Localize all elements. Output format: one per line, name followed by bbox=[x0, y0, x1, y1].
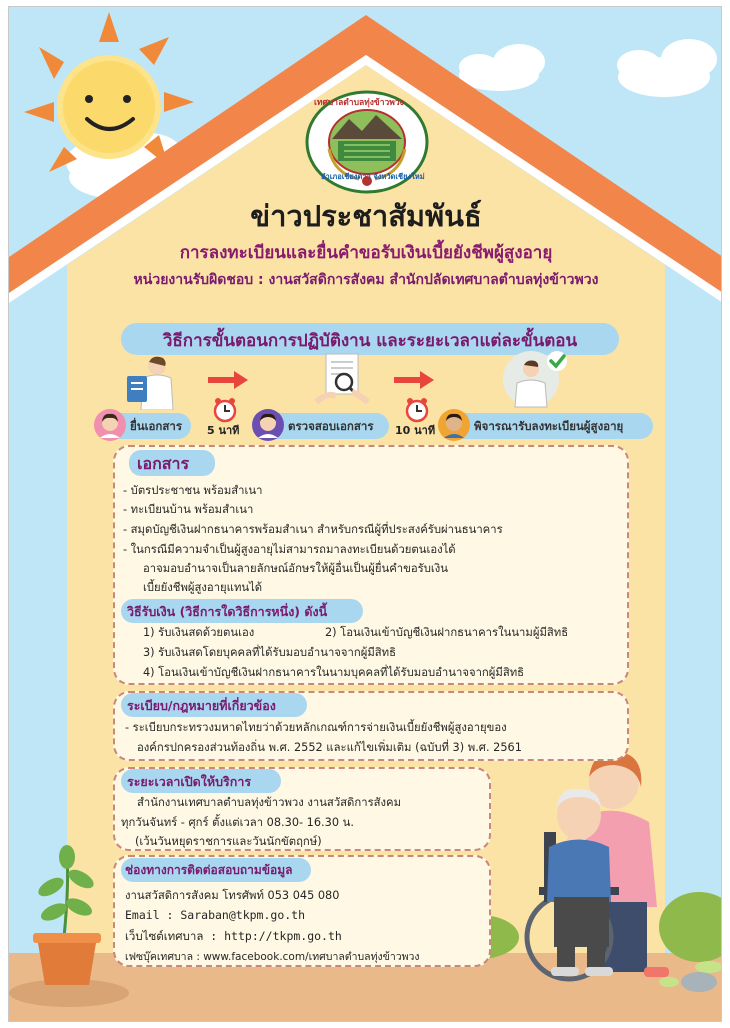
alarm-clock-icon bbox=[405, 397, 429, 423]
process-title: วิธีการขั้นตอนการปฏิบัติงาน และระยะเวลาแต่ละขั้นตอน bbox=[162, 331, 578, 351]
arrow-right-icon bbox=[392, 369, 436, 391]
poster-frame bbox=[8, 6, 722, 1022]
page-title: ข่าวประชาสัมพันธ์ bbox=[250, 199, 482, 233]
logo-text-top: เทศบาลตำบลทุ่งข้าวพวง bbox=[314, 98, 404, 108]
alarm-clock-icon bbox=[213, 397, 237, 423]
document-item-continued: เบี้ยยังชีพผู้สูงอายุแทนได้ bbox=[143, 581, 263, 594]
officer-approve-icon bbox=[499, 349, 569, 409]
payment-option: 2) โอนเงินเข้าบัญชีเงินฝากธนาคารในนามผู้มีสิทธิ bbox=[325, 626, 569, 639]
document-item: - บัตรประชาชน พร้อมสำเนา bbox=[123, 484, 263, 497]
hours-line: สำนักงานเทศบาลตำบลทุ่งข้าวพวง งานสวัสดิการสังคม bbox=[137, 796, 402, 809]
step-2-label: ตรวจสอบเอกสาร bbox=[288, 419, 374, 433]
page-subtitle: การลงทะเบียนและยื่นคำขอรับเงินเบี้ยยังชีพผู้สูงอายุ bbox=[179, 243, 553, 263]
responsible-unit: หน่วยงานรับผิดชอบ : งานสวัสดิการสังคม สำนักปลัดเทศบาลตำบลทุ่งข้าวพวง bbox=[133, 272, 599, 288]
document-item: - ในกรณีมีความจำเป็นผู้สูงอายุไม่สามารถมาลงทะเบียนด้วยตนเองได้ bbox=[123, 543, 456, 556]
payment-option: 4) โอนเงินเข้าบัญชีเงินฝากธนาคารในนามบุคคลที่ได้รับมอบอำนาจจากผู้มีสิทธิ bbox=[143, 666, 525, 679]
contact-facebook[interactable]: เฟซบุ๊คเทศบาล : www.facebook.com/เทศบาลตำบลทุ่งข้าวพวง bbox=[125, 951, 420, 963]
payment-option: 1) รับเงินสดด้วยตนเอง bbox=[143, 626, 255, 639]
payment-header: วิธีรับเงิน (วิธีการใดวิธีการหนึ่ง) ดังนี้ bbox=[127, 604, 328, 619]
logo-text-bottom: อำเภอเชียงดาว จังหวัดเชียงใหม่ bbox=[321, 172, 425, 181]
cloud-icon bbox=[617, 39, 717, 97]
regulations-header: ระเบียบ/กฎหมายที่เกี่ยวข้อง bbox=[127, 698, 276, 713]
step-1-label: ยื่นเอกสาร bbox=[130, 419, 183, 433]
hours-line: ทุกวันจันทร์ - ศุกร์ ตั้งแต่เวลา 08.30- 16.30 น. bbox=[121, 816, 354, 829]
hours-line: (เว้นวันหยุดราชการและวันนักขัตฤกษ์) bbox=[135, 835, 322, 848]
cloud-icon bbox=[459, 44, 545, 91]
contact-phone: งานสวัสดิการสังคม โทรศัพท์ 053 045 080 bbox=[125, 889, 340, 902]
step-1-duration: 5 นาที bbox=[207, 424, 240, 437]
document-item: - สมุดบัญชีเงินฝากธนาคารพร้อมสำเนา สำหรับกรณีผู้ที่ประสงค์รับผ่านธนาคาร bbox=[123, 523, 503, 536]
man-avatar-icon bbox=[251, 408, 285, 442]
step-3-label: พิจารณารับลงทะเบียนผู้สูงอายุ bbox=[474, 419, 624, 433]
payment-option: 3) รับเงินสดโดยบุคคลที่ได้รับมอบอำนาจจากผู้มีสิทธิ bbox=[143, 646, 397, 659]
document-item-continued: อาจมอบอำนาจเป็นลายลักษณ์อักษรให้ผู้อื่นเป็นผู้ยื่นคำขอรับเงิน bbox=[143, 562, 448, 575]
person-with-document-icon bbox=[121, 352, 181, 410]
contact-email[interactable]: Email : Saraban@tkpm.go.th bbox=[125, 908, 306, 922]
regulation-line: องค์กรปกครองส่วนท้องถิ่น พ.ศ. 2552 และแก้ไขเพิ่มเติม (ฉบับที่ 3) พ.ศ. 2561 bbox=[137, 741, 522, 754]
arrow-right-icon bbox=[206, 369, 250, 391]
document-review-icon bbox=[314, 352, 370, 408]
officer-avatar-icon bbox=[437, 408, 471, 442]
regulation-line: - ระเบียบกระทรวงมหาดไทยว่าด้วยหลักเกณฑ์การจ่ายเงินเบี้ยยังชีพผู้สูงอายุของ bbox=[125, 721, 507, 734]
documents-header: เอกสาร bbox=[137, 454, 190, 473]
document-item: - ทะเบียนบ้าน พร้อมสำเนา bbox=[123, 503, 254, 516]
step-2-duration: 10 นาที bbox=[395, 424, 436, 437]
contact-header: ช่องทางการติดต่อสอบถามข้อมูล bbox=[125, 863, 293, 877]
hours-header: ระยะเวลาเปิดให้บริการ bbox=[127, 774, 252, 789]
rock-icon bbox=[681, 972, 717, 992]
contact-website[interactable]: เว็บไซต์เทศบาล : http://tkpm.go.th bbox=[125, 929, 342, 943]
woman-avatar-icon bbox=[93, 408, 127, 442]
